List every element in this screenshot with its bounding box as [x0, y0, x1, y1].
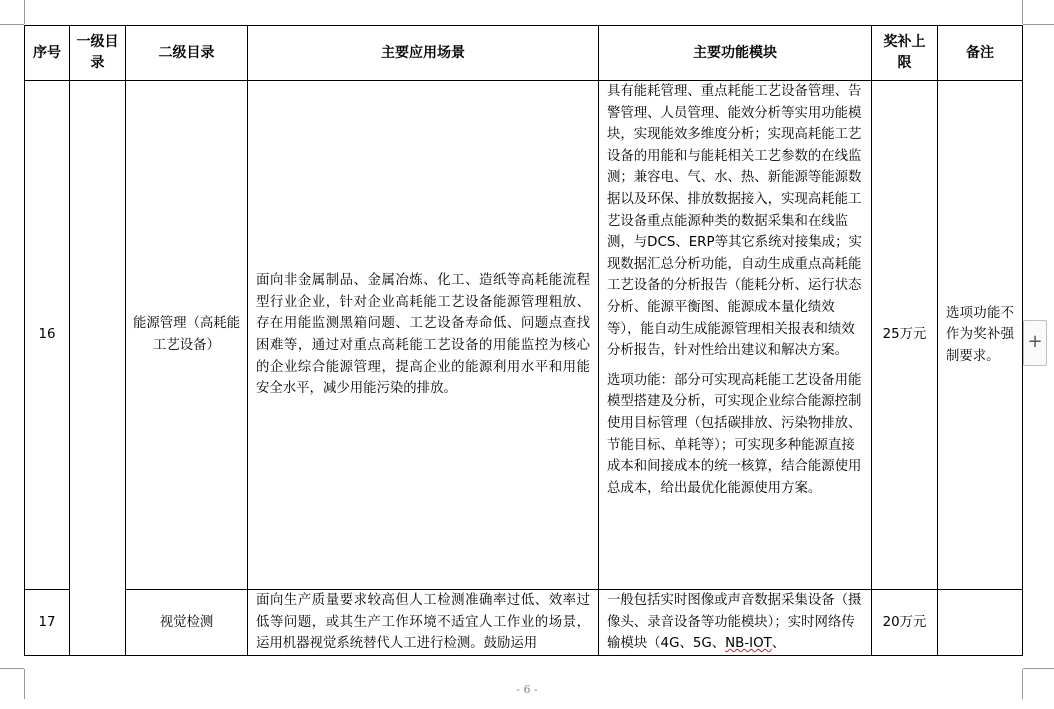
spellcheck-flagged-word: NB-IOT	[725, 636, 772, 652]
row-scene: 面向生产质量要求较高但人工检测准确率过低、效率过低等问题，或其生产工作环境不适宜人工作业的场景，运用机器视觉系统替代人工进行检测。鼓励运用	[248, 590, 599, 656]
function-main-text: 具有能耗管理、重点耗能工艺设备管理、告警管理、人员管理、能效分析等实用功能模块，实现能效多维度分析；实现高耗能工艺设备的用能和与能耗相关工艺参数的在线监测；兼容电、气、水、热、新能源等能源数据以及环保、排放数据接入，实现高耗能工艺设备重点能源种类的数据采集和在线监测，与DCS、ERP等其它系统对接集成；实现数据汇总分析功能，自动生成重点高耗能工艺设备的分析报告（能耗分析、运行状态分析、能源平衡图、能源成本量化绩效等），能自动生成能源管理相关报表和绩效分析报告，针对性给出建议和解决方案。	[607, 84, 862, 359]
row-level1	[70, 81, 126, 656]
header-level1: 一级目录	[70, 26, 126, 81]
row-function	[599, 590, 872, 656]
crop-mark-top-left-v	[24, 0, 25, 24]
header-subsidy: 奖补上限	[872, 26, 938, 81]
row-subsidy: 20万元	[872, 590, 938, 656]
row-subsidy: 25万元	[872, 81, 938, 590]
row-note	[938, 590, 1023, 656]
header-note: 备注	[938, 26, 1023, 81]
crop-mark-top-right-h	[1023, 24, 1054, 25]
function-optional-text: 选项功能：部分可实现高耗能工艺设备用能模型搭建及分析，可实现企业综合能源控制使用目标管理（包括碳排放、污染物排放、节能目标、单耗等）；可实现多种能源直接成本和间接成本的统一核算，结合能源使用总成本，给出最优化能源使用方案。	[607, 372, 862, 496]
crop-mark-bottom-right-h	[1023, 668, 1054, 669]
crop-mark-top-right-v	[1022, 0, 1023, 24]
row-function	[599, 81, 872, 590]
header-seq: 序号	[25, 26, 70, 81]
function-main-prefix: 一般包括实时图像或声音数据采集设备（摄像头、录音设备等功能模块）；实时网络传输模块（4G、5G、	[607, 593, 862, 652]
header-row	[25, 26, 1023, 81]
row-level2: 视觉检测	[126, 590, 248, 656]
crop-mark-top-left-h	[0, 24, 24, 25]
expand-plus-button[interactable]: +	[1023, 320, 1047, 366]
table-row	[25, 590, 1023, 656]
table-row	[25, 81, 1023, 590]
header-level2: 二级目录	[126, 26, 248, 81]
catalog-table	[24, 25, 1023, 656]
row-seq: 17	[25, 590, 70, 656]
crop-mark-bottom-left-h	[0, 668, 24, 669]
header-scene: 主要应用场景	[248, 26, 599, 81]
row-note: 选项功能不作为奖补强制要求。	[938, 81, 1023, 590]
row-scene: 面向非金属制品、金属冶炼、化工、造纸等高耗能流程型行业企业，针对企业高耗能工艺设备能源管理粗放、存在用能监测黑箱问题、工艺设备寿命低、问题点查找困难等，通过对重点高耗能工艺设备的用能监控为核心的企业综合能源管理，提高企业的能源利用水平和用能安全水平，减少用能污染的排放。	[248, 81, 599, 590]
page-number: - 6 -	[516, 683, 538, 696]
row-seq: 16	[25, 81, 70, 590]
row-level2: 能源管理（高耗能工艺设备）	[126, 81, 248, 590]
header-function: 主要功能模块	[599, 26, 872, 81]
function-main-suffix: 、	[771, 636, 786, 652]
